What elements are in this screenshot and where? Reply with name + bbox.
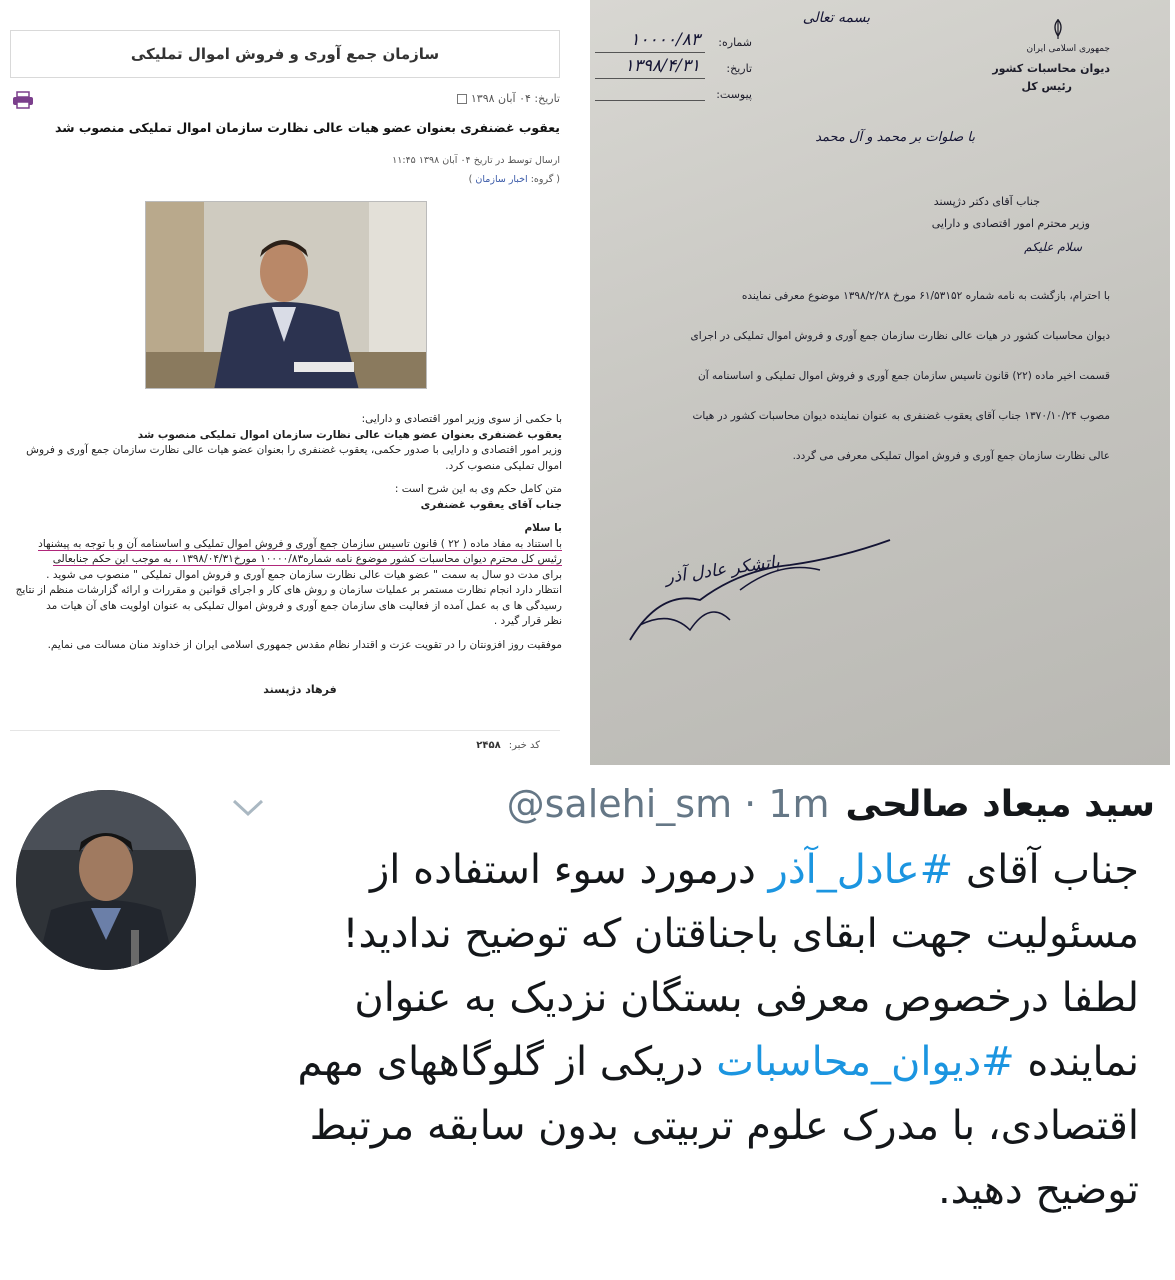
letter-number-value: ۱۰۰۰۰/۸۳ [630,30,700,50]
body-line: نظر قرار گیرد . [493,615,562,627]
article-sent-info: ارسال توسط در تاریخ ۰۴ آبان ۱۳۹۸ ۱۱:۴۵ [392,155,560,166]
body-line: متن کامل حکم وی به این شرح است : [394,483,562,495]
letter-date-label: تاریخ: [726,62,752,75]
letter-signature: باتشکر عادل آذر [664,552,781,588]
body-line: موفقیت روز افزونتان را در تقویت عزت و اقتدار نظام مقدس جمهوری اسلامی ایران از خداوند منان مسالت می نمایم. [47,638,562,651]
tweet-author-handle[interactable]: @salehi_sm · 1m [506,782,830,826]
body-line: وزیر امور اقتصادی و دارایی با صدور حکمی، یعقوب غضنفری را بعنوان عضو هیات عالی نظارت سازمان جمع آوری و فروش [26,444,562,456]
gov-line-3: رئیس کل [1021,80,1072,93]
body-line: برای مدت دو سال به سمت " عضو هیات عالی نظارت سازمان جمع آوری و فروش اموال تملیکی " منصوب می شوید . [46,568,562,581]
underlined-text: رئیس کل محترم دیوان محاسبات کشور موضوع نامه شماره۱۰۰۰۰/۸۳ مورخ۱۳۹۸/۰۴/۳۱ ، به موجب این حکم جنابعالی [52,553,562,565]
article-group: ( گروه: اخبار سازمان ) [468,174,560,185]
letter-attachment-label: پیوست: [716,88,752,101]
article-photo [145,201,427,389]
organization-title: سازمان جمع آوری و فروش اموال تملیکی [10,30,560,78]
letter-addressee-1: جناب آقای دکتر دژپسند [933,195,1040,208]
tweet-card [0,770,1175,1280]
hashtag-link[interactable]: #عادل_آذر [768,847,954,893]
body-line: رسیدگی ها ی به عمل آمده از فعالیت های سازمان جمع آوری و فروش اموال تملیکی به عنوان اولویت های آن هیات مد [46,599,562,612]
tweet-author-name[interactable]: سید میعاد صالحی [845,783,1155,825]
news-code-label: کد خبر: [508,740,540,751]
tweet-header [225,782,1155,826]
body-line [10,537,562,553]
tweet-line: جناب آقای #عادل_آذر درمورد سوء استفاده از [369,847,1139,893]
article-body [10,412,562,653]
letter-paragraph-line: با احترام، بازگشت به نامه شماره ۶۱/۵۳۱۵۲ مورخ ۱۳۹۸/۲/۲۸ موضوع معرفی نماینده [741,290,1110,302]
article-signer: فرهاد دژپسند [263,683,337,696]
letter-paragraph-line: مصوب ۱۳۷۰/۱۰/۲۴ جناب آقای یعقوب غضنفری به عنوان نماینده دیوان محاسبات کشور در هیات [692,410,1110,422]
article-date-row [10,92,560,105]
tweet-line: نماینده #دیوان_محاسبات دریکی از گلوگاههای مهم [297,1039,1139,1085]
underlined-text: با استناد به مفاد ماده ( ۲۲ ) قانون تاسیس سازمان جمع آوری و فروش اموال تملیکی و اساسنامه آن و با توجه به پیشنهاد [38,537,562,550]
article-headline[interactable]: یعقوب غضنفری بعنوان عضو هیات عالی نظارت سازمان اموال تملیکی منصوب شد [55,120,560,135]
tweet-line: مسئولیت جهت ابقای باجناقتان که توضیح ندادید! [342,911,1139,957]
body-line: اموال تملیکی منصوب کرد. [445,459,562,472]
body-line-intro: با حکمی از سوی وزیر امور اقتصادی و دارایی: [361,413,562,425]
scanned-letter [590,0,1170,765]
print-icon[interactable] [12,91,34,109]
gov-line-1: جمهوری اسلامی ایران [1026,44,1110,54]
letter-paragraph-line: دیوان محاسبات کشور در هیات عالی نظارت سازمان جمع آوری و فروش اموال تملیکی در اجرای [690,330,1110,342]
letter-paragraph-line: قسمت اخیر ماده (۲۲) قانون تاسیس سازمان جمع آوری و فروش اموال تملیکی و اساسنامه آن [698,370,1110,382]
tweet-line: توضیح دهید. [937,1167,1139,1213]
body-line-addressee: جناب آقای یعقوب غضنفری [420,498,562,511]
body-line: انتظار دارد انجام نظارت مستمر بر عملیات سازمان و روش های کار و اجرای قوانین و مقررات و ارائه گزارشات منظم از نتایج [15,584,562,596]
article-date: تاریخ: ۰۴ آبان ۱۳۹۸ [470,92,560,105]
letter-number-label: شماره: [718,36,752,49]
tweet-line: لطفا درخصوص معرفی بستگان نزدیک به عنوان [354,975,1139,1021]
gov-line-2: دیوان محاسبات کشور [992,62,1110,75]
tweet-line: اقتصادی، با مدرک علوم تربیتی بدون سابقه مرتبط [309,1103,1139,1149]
hashtag-link[interactable]: #دیوان_محاسبات [716,1039,1015,1085]
news-article-panel [0,0,580,765]
iran-emblem-icon [1048,18,1068,40]
letter-addressee-2: وزیر محترم امور اقتصادی و دارایی [931,217,1090,230]
letter-greeting: سلام علیکم [1024,240,1082,254]
body-line [10,552,562,568]
letter-paragraph-line: عالی نظارت سازمان جمع آوری و فروش اموال تملیکی معرفی می گردد. [792,450,1110,462]
body-line-greeting: با سلام [524,522,562,534]
letter-salutation: با صلوات بر محمد و آل محمد [815,130,975,145]
news-code-value: ۲۴۵۸ [476,740,501,751]
calendar-icon [457,94,467,104]
group-link[interactable]: اخبار سازمان [475,174,528,185]
tweet-text [219,838,1139,1222]
avatar[interactable] [16,790,196,970]
article-footer [10,730,560,760]
letter-date-value: ۱۳۹۸/۴/۳۱ [624,56,700,76]
letter-basmala: بسمه تعالی [802,10,870,26]
signature-scribble [620,530,900,650]
body-line-headline: یعقوب غضنفری بعنوان عضو هیات عالی نظارت سازمان اموال تملیکی منصوب شد [137,428,562,441]
chevron-down-icon[interactable] [230,795,266,819]
